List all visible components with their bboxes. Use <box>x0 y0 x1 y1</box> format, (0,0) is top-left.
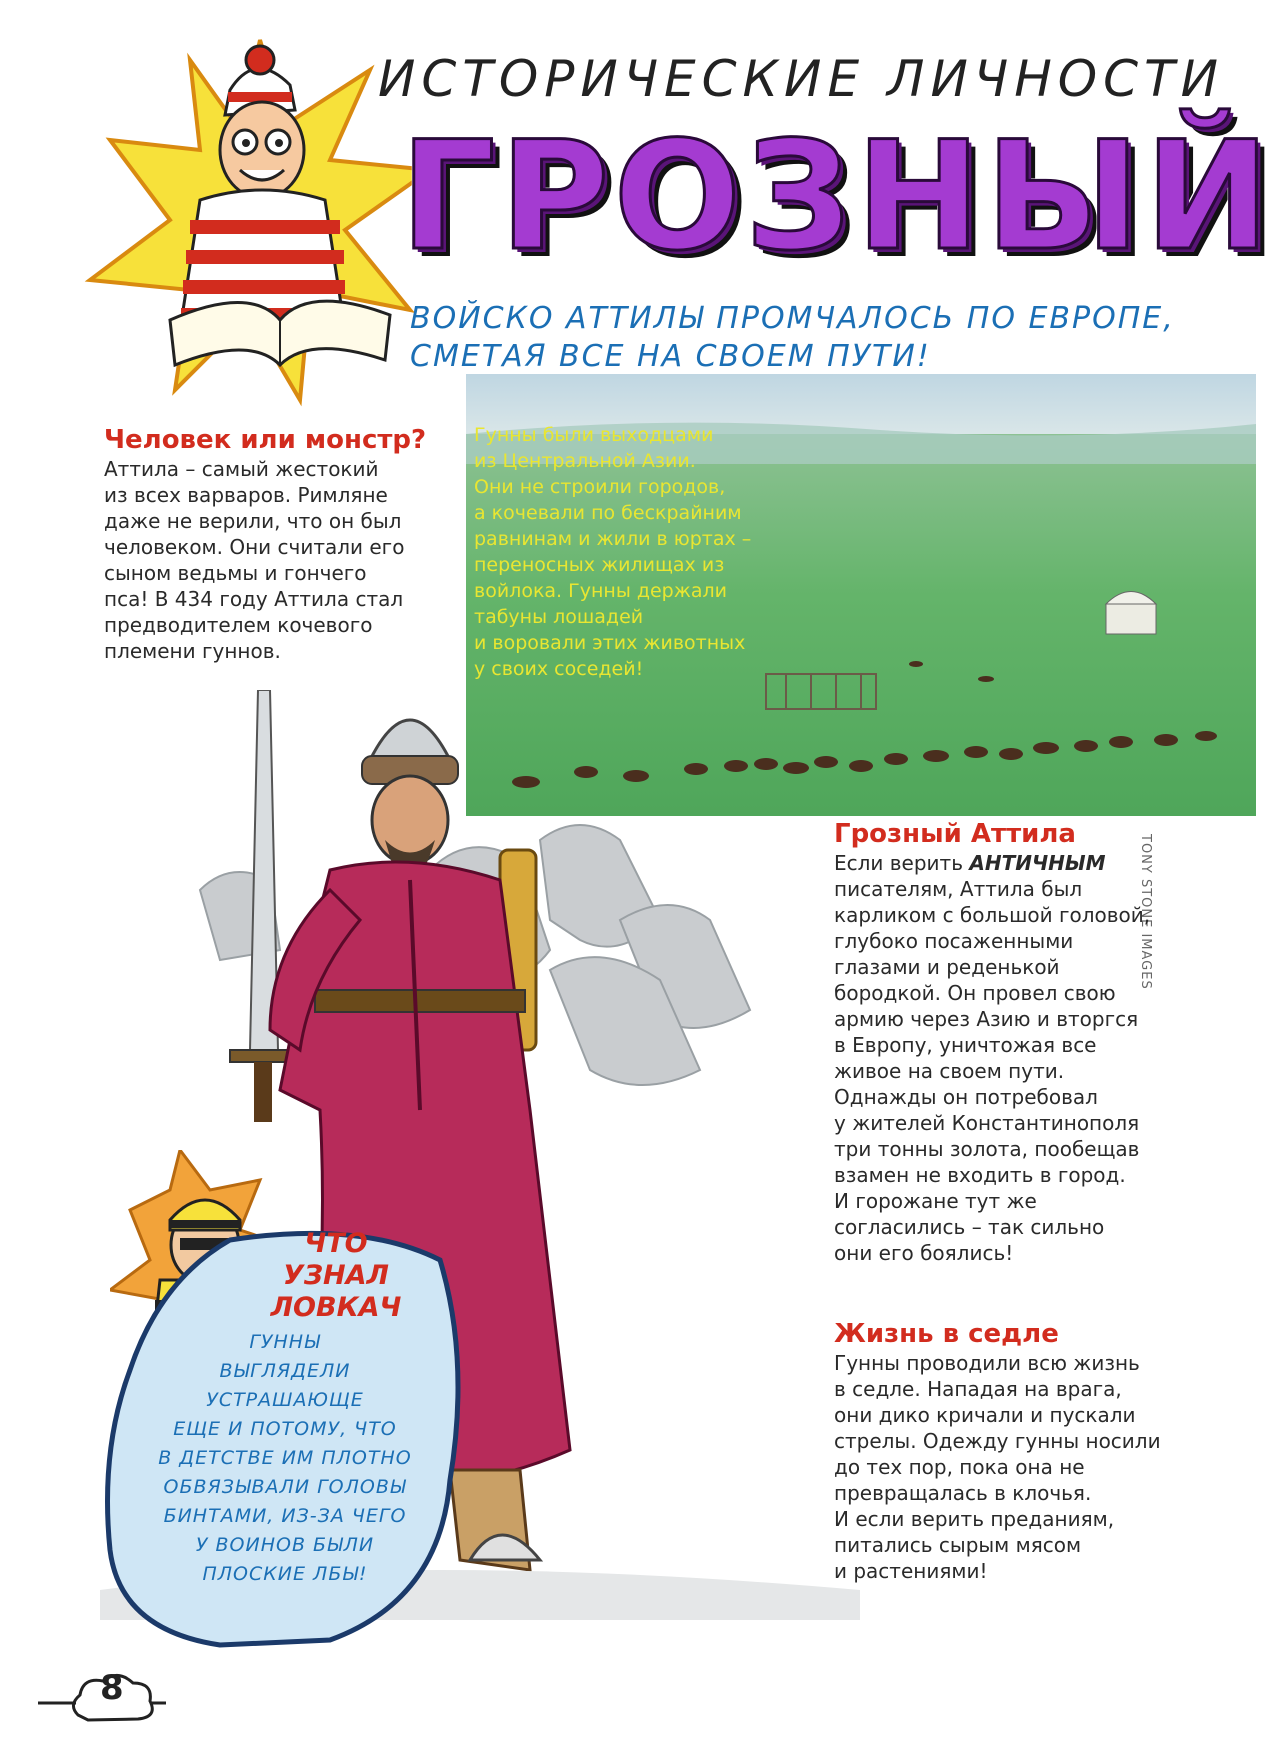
body-line: до тех пор, пока она не <box>834 1455 1085 1479</box>
face <box>220 102 304 198</box>
bubble-line: БИНТАМИ, ИЗ-ЗА ЧЕГО <box>163 1505 407 1527</box>
caption-line: войлока. Гунны держали <box>474 580 727 602</box>
section-terrible-attila <box>834 818 1164 1266</box>
body-line: превращалась в клочья. <box>834 1481 1092 1505</box>
body-line: в седле. Нападая на врага, <box>834 1377 1122 1401</box>
body-line: живое на своем пути. <box>834 1059 1065 1083</box>
body-line: карликом с большой головой, <box>834 903 1151 927</box>
body-line: взамен не входить в город. <box>834 1163 1126 1187</box>
section-human-or-monster <box>104 424 444 664</box>
body-line: пса! В 434 году Аттила стал <box>104 587 404 611</box>
body-line: И если верить преданиям, <box>834 1507 1115 1531</box>
body-line: из всех варваров. Римляне <box>104 483 388 507</box>
body-line: в Европу, уничтожая все <box>834 1033 1097 1057</box>
photo-caption <box>474 422 804 682</box>
bubble-line: ЕЩЕ И ПОТОМУ, ЧТО <box>173 1418 397 1440</box>
lead-line: СМЕТАЯ ВСЕ НА СВОЕМ ПУТИ! <box>410 339 931 374</box>
section-heading: Жизнь в седле <box>834 1319 1059 1349</box>
caption-line: табуны лошадей <box>474 606 644 628</box>
bubble-line: ПЛОСКИЕ ЛБЫ! <box>202 1563 368 1585</box>
body-line: армию через Азию и вторгся <box>834 1007 1139 1031</box>
body-line: они его боялись! <box>834 1241 1014 1265</box>
caption-line: Гунны были выходцами <box>474 424 714 446</box>
body-line: И горожане тут же <box>834 1189 1037 1213</box>
caption-line: Они не строили городов, <box>474 476 726 498</box>
caption-line: равнинам и жили в юртах – <box>474 528 752 550</box>
caption-line: переносных жилищах из <box>474 554 725 576</box>
body-line <box>834 850 1164 876</box>
bubble-line: В ДЕТСТВЕ ИМ ПЛОТНО <box>158 1447 412 1469</box>
body-line: три тонны золота, пообещав <box>834 1137 1140 1161</box>
page-number: 8 <box>100 1668 124 1708</box>
yurt-icon <box>1106 592 1156 635</box>
helmet <box>362 720 458 784</box>
lead-line: ВОЙСКО АТТИЛЫ ПРОМЧАЛОСЬ ПО ЕВРОПЕ, <box>410 301 1175 336</box>
body-line-emphasis: АНТИЧНЫМ <box>969 851 1106 875</box>
section-heading: Грозный Аттила <box>834 819 1076 849</box>
bubble-line: УСТРАШАЮЩЕ <box>206 1389 364 1411</box>
caption-line: из Центральной Азии. <box>474 450 696 472</box>
lead-text <box>410 300 1175 376</box>
body-line: сыном ведьмы и гончего <box>104 561 367 585</box>
section-body <box>834 1350 1164 1584</box>
body-line: Аттила – самый жестокий <box>104 457 379 481</box>
body-line: стрелы. Одежду гунны носили <box>834 1429 1161 1453</box>
caption-line: и воровали этих животных <box>474 632 746 654</box>
bubble-title <box>236 1228 436 1324</box>
body-line: они дико кричали и пускали <box>834 1403 1136 1427</box>
section-body <box>104 456 444 664</box>
body-line: человеком. Они считали его <box>104 535 405 559</box>
bubble-line: ОБВЯЗЫВАЛИ ГОЛОВЫ <box>163 1476 407 1498</box>
body-line: согласились – так сильно <box>834 1215 1105 1239</box>
body-line: Гунны проводили всю жизнь <box>834 1351 1140 1375</box>
bubble-line: ВЫГЛЯДЕЛИ <box>219 1360 351 1382</box>
body-line: Однажды он потребовал <box>834 1085 1098 1109</box>
caption-line: а кочевали по бескрайним <box>474 502 742 524</box>
body-line: племени гуннов. <box>104 639 281 663</box>
body-line: глубоко посаженными <box>834 929 1074 953</box>
body-line: предводителем кочевого <box>104 613 373 637</box>
bubble-title-line: ЛОВКАЧ <box>270 1292 402 1323</box>
body-line: глазами и реденькой <box>834 955 1060 979</box>
bubble-title-line: ЧТО <box>304 1228 368 1259</box>
body-line: даже не верили, что он был <box>104 509 402 533</box>
section-life-in-saddle <box>834 1318 1164 1584</box>
bubble-line: У ВОИНОВ БЫЛИ <box>195 1534 375 1556</box>
bubble-line: ГУННЫ <box>249 1331 321 1353</box>
body-line: питались сырым мясом <box>834 1533 1082 1557</box>
body-line: у жителей Константинополя <box>834 1111 1140 1135</box>
body-line-prefix: Если верить <box>834 851 970 875</box>
photo-credit: TONY STONE IMAGES <box>1138 834 1153 990</box>
body-line: писателям, Аттила был <box>834 877 1083 901</box>
body-line: бородкой. Он провел свою <box>834 981 1116 1005</box>
bubble-title-line: УЗНАЛ <box>283 1260 389 1291</box>
bubble-text <box>130 1328 440 1589</box>
series-title: ИСТОРИЧЕСКИЕ ЛИЧНОСТИ <box>378 50 1225 108</box>
caption-line: у своих соседей! <box>474 658 644 680</box>
page-title: ГРОЗНЫЙ <box>400 110 1275 284</box>
section-body <box>834 850 1164 1266</box>
body-line: и растениями! <box>834 1559 988 1583</box>
section-heading: Человек или монстр? <box>104 425 427 455</box>
belt <box>315 990 525 1012</box>
